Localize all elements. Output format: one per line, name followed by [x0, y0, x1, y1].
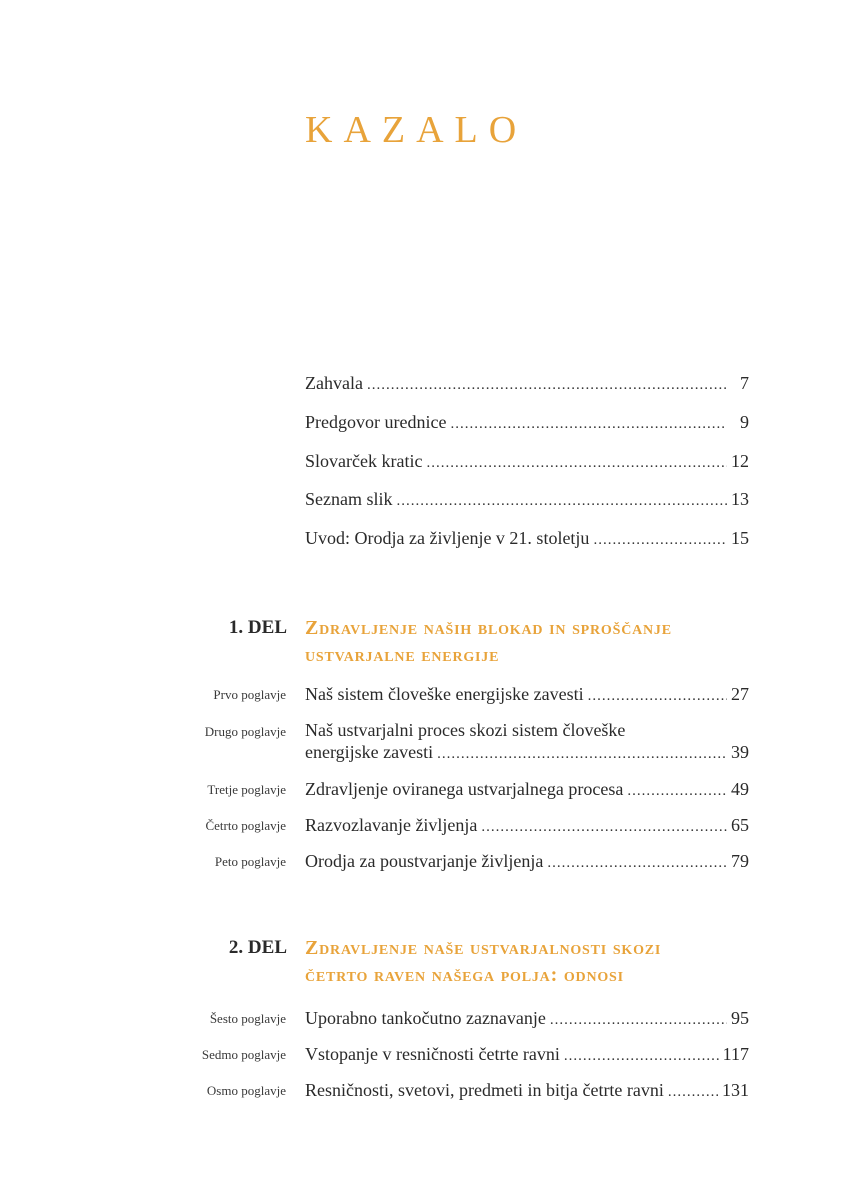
part-title-continued[interactable]: ustvarjalne energije: [305, 644, 500, 666]
toc-entry[interactable]: [305, 526, 749, 552]
chapter-label: Drugo poglavje: [204, 724, 286, 739]
toc-entry-page: 15: [731, 528, 749, 548]
toc-entry-title: Vstopanje v resničnosti četrte ravni: [305, 1044, 560, 1064]
part-title-continued[interactable]: četrto raven našega polja: odnosi: [305, 964, 624, 986]
toc-entry[interactable]: [305, 487, 749, 513]
leader-dots: [593, 528, 727, 552]
leader-dots: [367, 373, 727, 397]
toc-entry-title: Predgovor urednice: [305, 412, 447, 432]
leader-dots: [397, 489, 728, 513]
toc-entry-title: Uporabno tankočutno zaznavanje: [305, 1008, 546, 1028]
toc-entry[interactable]: [305, 371, 749, 397]
toc-entry[interactable]: [305, 1006, 749, 1032]
toc-entry-page: 27: [731, 684, 749, 704]
toc-entry[interactable]: [305, 1042, 749, 1068]
leader-dots: [437, 742, 727, 766]
toc-entry-title: energijske zavesti: [305, 742, 434, 762]
toc-entry-page: 131: [722, 1080, 749, 1100]
toc-entry-page: 12: [731, 451, 749, 471]
leader-dots: [481, 815, 727, 839]
leader-dots: [547, 851, 727, 875]
toc-entry-page: 13: [731, 489, 749, 509]
leader-dots: [426, 451, 727, 475]
chapter-label: Četrto poglavje: [205, 818, 286, 833]
toc-entry-title: Zahvala: [305, 373, 363, 393]
toc-entry-title: Razvozlavanje življenja: [305, 815, 478, 835]
toc-entry[interactable]: [305, 849, 749, 875]
toc-entry-title: Seznam slik: [305, 489, 393, 509]
toc-entry-page: 7: [740, 373, 749, 393]
leader-dots: [588, 684, 727, 708]
part-title[interactable]: Zdravljenje naših blokad in sproščanje: [305, 617, 672, 639]
leader-dots: [450, 412, 727, 436]
toc-entry-page: 117: [722, 1044, 749, 1064]
toc-entry-page: 49: [731, 779, 749, 799]
toc-entry-title: Orodja za poustvarjanje življenja: [305, 851, 544, 871]
page-title: KAZALO: [305, 109, 528, 151]
toc-entry[interactable]: [305, 682, 749, 708]
toc-entry-title: Naš sistem človeške energijske zavesti: [305, 684, 584, 704]
leader-dots: [550, 1008, 727, 1032]
toc-entry[interactable]: [305, 740, 749, 766]
toc-entry-title: Resničnosti, svetovi, predmeti in bitja četrte ravni: [305, 1080, 664, 1100]
leader-dots: [668, 1080, 718, 1104]
chapter-label: Osmo poglavje: [206, 1083, 286, 1098]
toc-entry-title: Zdravljenje oviranega ustvarjalnega procesa: [305, 779, 624, 799]
toc-entry[interactable]: [305, 1078, 749, 1104]
chapter-label: Prvo poglavje: [213, 687, 286, 702]
toc-entry-page: 79: [731, 851, 749, 871]
chapter-label: Peto poglavje: [214, 854, 286, 869]
toc-entry-title-line1: Naš ustvarjalni proces skozi sistem človeške: [305, 720, 626, 740]
toc-entry-title: Uvod: Orodja za življenje v 21. stoletju: [305, 528, 590, 548]
part-title[interactable]: Zdravljenje naše ustvarjalnosti skozi: [305, 937, 662, 959]
toc-entry[interactable]: [305, 449, 749, 475]
toc-entry-page: 65: [731, 815, 749, 835]
leader-dots: [564, 1044, 719, 1068]
leader-dots: [627, 779, 727, 803]
toc-entry-page: 95: [731, 1008, 749, 1028]
toc-entry[interactable]: [305, 813, 749, 839]
toc-entry[interactable]: [305, 777, 749, 803]
part-label: 2. DEL: [228, 937, 287, 958]
toc-entry[interactable]: [305, 410, 749, 436]
part-label: 1. DEL: [228, 617, 287, 638]
toc-entry-page: 9: [740, 412, 749, 432]
chapter-label: Tretje poglavje: [207, 782, 286, 797]
chapter-label: Sedmo poglavje: [201, 1047, 286, 1062]
chapter-label: Šesto poglavje: [209, 1011, 286, 1026]
toc-entry-title: Slovarček kratic: [305, 451, 423, 471]
toc-entry-page: 39: [731, 742, 749, 762]
